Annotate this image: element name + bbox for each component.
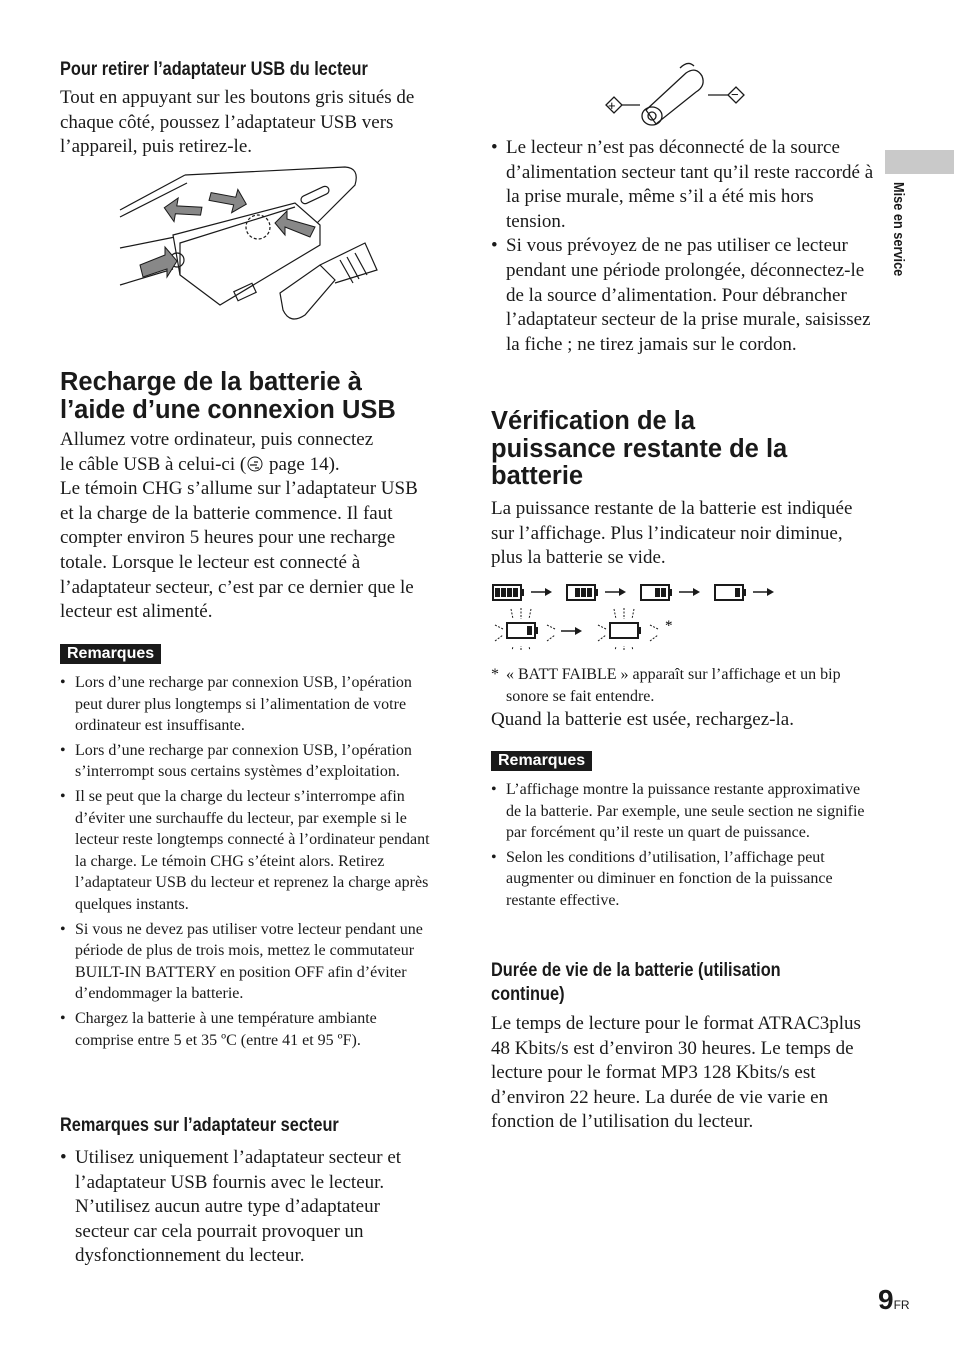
arrow-right-icon [679, 588, 700, 596]
flash-rays-icon [495, 608, 555, 650]
battery-life-heading: Durée de vie de la batterie (utilisation continue) [491, 960, 781, 1005]
battery-level-icon [641, 585, 672, 600]
list-item: • Lors d’une recharge par connexion USB, l’opération s’interrompt sous certains systèmes d’exploitation. [60, 740, 438, 783]
battery-empty-flashing-icon [610, 623, 641, 638]
battery-flashing-icon [507, 623, 538, 638]
verification-heading: Vérification de la puissance restante de la batterie [491, 407, 788, 490]
arrow-right-icon [561, 627, 582, 635]
adapter-notes-heading: Remarques sur l’adaptateur secteur [60, 1115, 339, 1136]
battery-level-icon [715, 585, 746, 600]
arrow-right-icon [605, 588, 626, 596]
verification-text: La puissance restante de la batterie est indiquée sur l’affichage. Plus l’indicateur noir diminue, plus la batterie se vide. [491, 498, 853, 569]
battery-polarity-illustration [598, 58, 753, 128]
right-notes-list [491, 779, 876, 912]
mains-bullets [491, 136, 876, 357]
arrow-right-icon [531, 588, 552, 596]
arrow-right-icon [753, 588, 774, 596]
list-item: • L’affichage montre la puissance restante approximative de la batterie. Par exemple, une seule section ne signifie par forcément qu’il reste un quart de puissance. [491, 779, 876, 844]
right-remarques-badge: Remarques [491, 751, 592, 771]
list-item: • Chargez la batterie à une température ambiante comprise entre 5 et 35 ºC (entre 41 et 95 ºF). [60, 1008, 438, 1051]
section-side-label: Mise en service [890, 182, 907, 277]
remove-adapter-text: Tout en appuyant sur les boutons gris situés de chaque côté, poussez l’adaptateur USB vers l’appareil, puis retirez-le. [60, 87, 415, 158]
list-item: • Selon les conditions d’utilisation, l’affichage peut augmenter ou diminuer en fonction de la puissance restante effective. [491, 847, 876, 912]
battery-level-icon [567, 585, 598, 600]
page-number: 9FR [878, 1284, 910, 1315]
list-item: • Si vous prévoyez de ne pas utiliser ce lecteur pendant une période prolongée, déconnectez-le de la source d’alimentation. Pour débrancher l’adaptateur secteur de la prise murale, saisissez la fiche ; ne tirez jamais sur le cordon. [491, 234, 876, 357]
battery-life-text: Le temps de lecture pour le format ATRAC3plus 48 Kbits/s est d’environ 30 heures. Le temps de lecture pour le format MP3 128 Kbits/s est d’environ 22 heure. La durée de vie varie en fonction de l’utilisation du lecteur. [491, 1013, 861, 1133]
footnote-star: * [665, 618, 673, 634]
usb-adapter-illustration [115, 165, 385, 325]
recharge-paragraph: Allumez votre ordinateur, puis connectez le câble USB à celui-ci ( page 14). Le témoin CHG s’allume sur l’adaptateur USB et la charge de la batterie commence. Il faut compter environ 5 heures pour une recharge totale. Lorsque le lecteur est connecté à l’adaptateur secteur, c’est par ce dernier que le lecteur est alimenté. [60, 429, 418, 623]
left-notes-list [60, 672, 438, 1051]
plus-label: + [608, 98, 616, 113]
list-item: • Utilisez uniquement l’adaptateur secteur et l’adaptateur USB fournis avec le lecteur. N’utilisez aucun autre type d’adaptateur secteur car cela pourrait provoquer un dysfonctionnement du lecteur. [60, 1146, 432, 1269]
after-footnote-text: Quand la batterie est usée, rechargez-la. [491, 709, 794, 730]
battery-sequence-svg [491, 580, 871, 650]
list-item: • Lors d’une recharge par connexion USB, l’opération peut durer plus longtemps si l’alimentation de votre ordinateur est insuffisante. [60, 672, 438, 737]
left-remarques-badge: Remarques [60, 644, 161, 664]
list-item: • Il se peut que la charge du lecteur s’interrompe afin d’éviter une surchauffe du lecteur, par exemple si le lecteur reste longtemps connecté à l’ordinateur pendant la charge. Le témoin CHG s’éteint alors. Retirez l’adaptateur USB du lecteur et reprenez la charge après quelques instants. [60, 786, 438, 916]
recharge-heading: Recharge de la batterie à l’aide d’une connexion USB [60, 368, 396, 424]
battery-indicator-sequence [491, 580, 871, 650]
adapter-bullets [60, 1146, 432, 1269]
flash-rays-icon [598, 608, 658, 650]
battery-level-icon [493, 585, 524, 600]
section-tab [885, 150, 954, 174]
minus-label: − [731, 87, 739, 102]
list-item: • Le lecteur n’est pas déconnecté de la source d’alimentation secteur tant qu’il reste raccordé à la prise murale, même s’il a été mis hors tension. [491, 136, 876, 234]
list-item: • Si vous ne devez pas utiliser votre lecteur pendant une période de plus de trois mois, mettez le commutateur BUILT-IN BATTERY en position OFF afin d’éviter d’endommager la batterie. [60, 919, 438, 1005]
remove-adapter-heading: Pour retirer l’adaptateur USB du lecteur [60, 59, 368, 80]
pointing-hand-icon [246, 456, 264, 472]
footnote: * « BATT FAIBLE » apparaît sur l’affichage et un bip sonore se fait entendre. [491, 666, 841, 705]
